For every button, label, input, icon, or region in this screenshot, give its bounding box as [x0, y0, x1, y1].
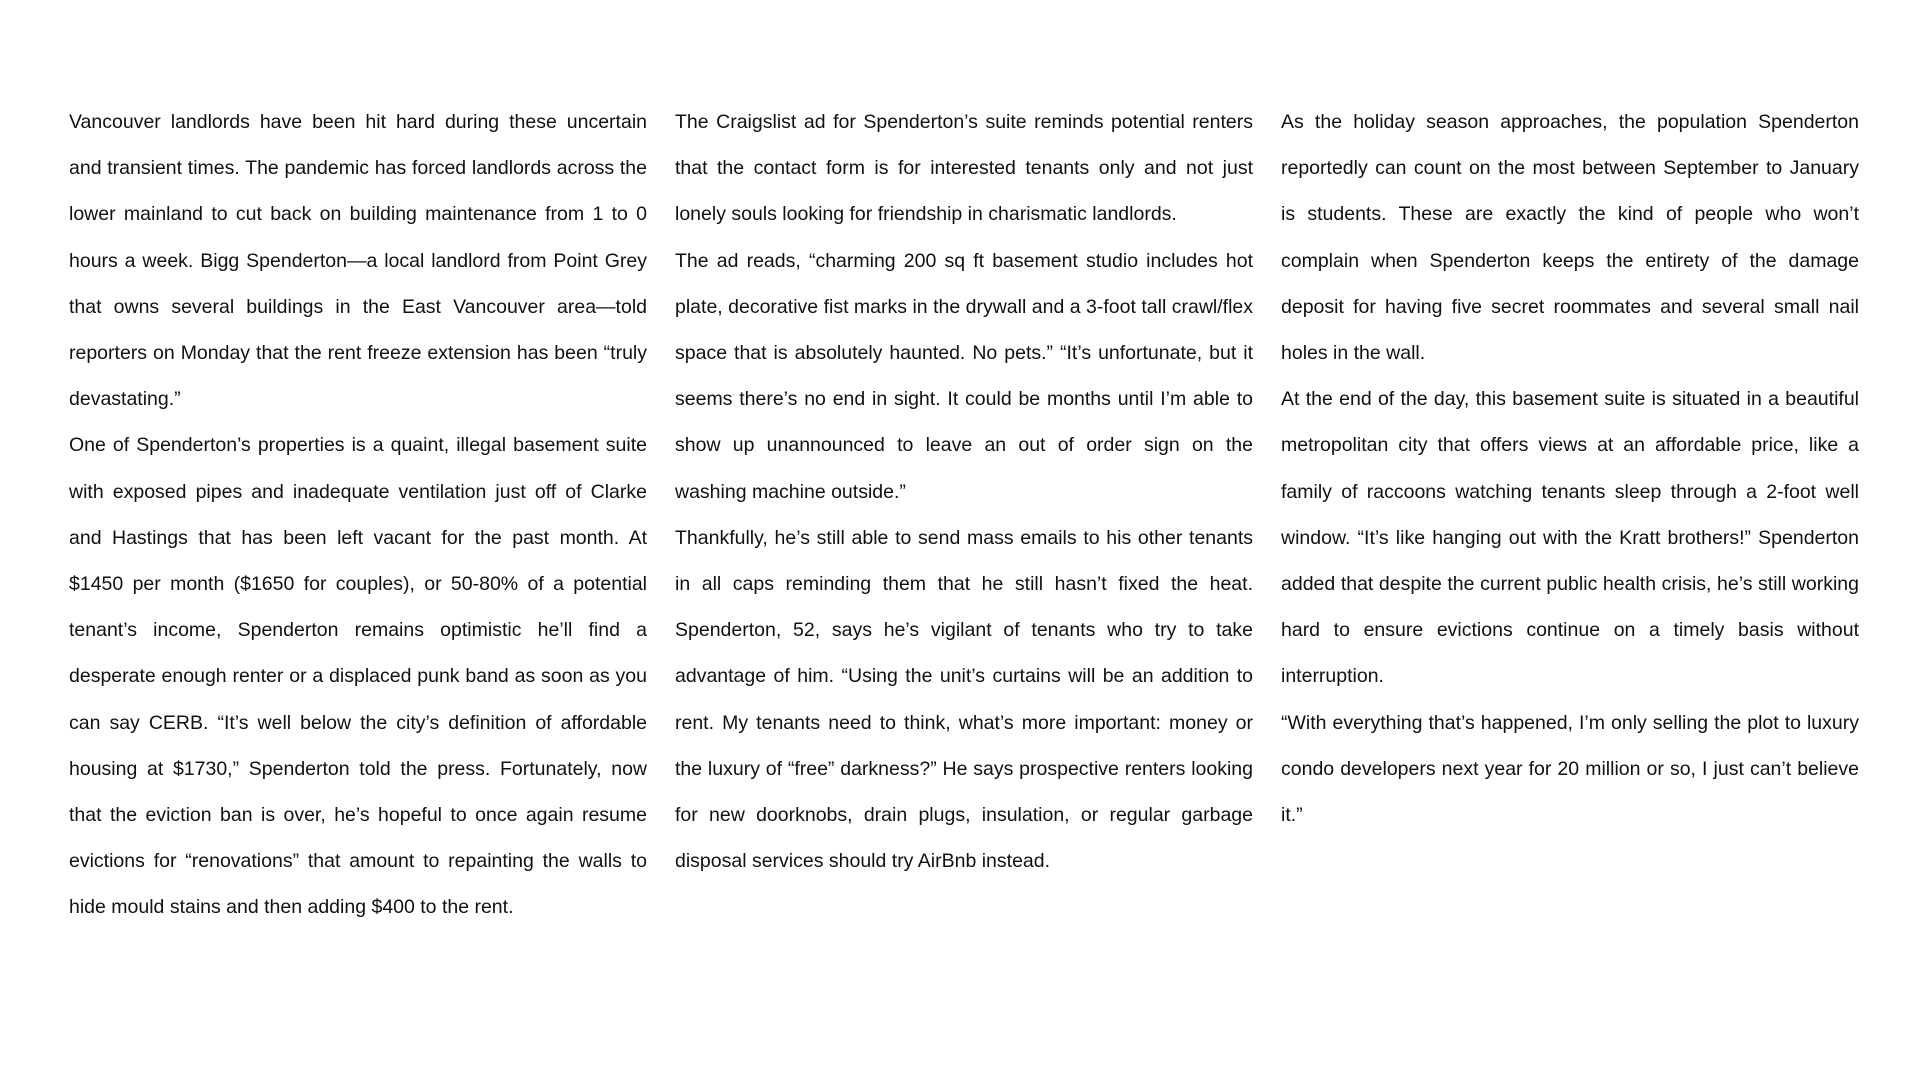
paragraph: “With everything that’s happened, I’m only selling the plot to luxury condo developers next year for 20 million or so, I just can’t believe it.”	[1281, 711, 1859, 827]
article-column-3	[1281, 99, 1859, 838]
paragraph: The ad reads, “charming 200 sq ft basement studio includes hot plate, decorative fist marks in the drywall and a 3-foot tall crawl/flex space that is absolutely haunted. No pets.” “It’s unfortunate, but it seems there’s no end in sight. It could be months until I’m able to show up unannounced to leave an out of order sign on the washing machine outside.”	[675, 249, 1253, 503]
paragraph: At the end of the day, this basement suite is situated in a beautiful metropolitan city that offers views at an affordable price, like a family of raccoons watching tenants sleep through a 2-foot well window. “It’s like hanging out with the Kratt brothers!” Spenderton added that despite the current public health crisis, he’s still working hard to ensure evictions continue on a timely basis without interruption.	[1281, 388, 1859, 688]
paragraph: One of Spenderton’s properties is a quaint, illegal basement suite with exposed pipes and inadequate ventilation just off of Clarke and Hastings that has been left vacant for the past month. At $1450 per month ($1650 for couples), or 50-80% of a potential tenant’s income, Spenderton remains optimistic he’ll find a desperate enough renter or a displaced punk band as soon as you can say CERB. “It’s well below the city’s definition of affordable housing at $1730,” Spenderton told the press. Fortunately, now that the eviction ban is over, he’s hopeful to once again resume evictions for “renovations” that amount to repainting the walls to hide mould stains and then adding $400 to the rent.	[69, 434, 647, 919]
paragraph: Vancouver landlords have been hit hard during these uncertain and transient times. The pandemic has forced landlords across the lower mainland to cut back on building maintenance from 1 to 0 hours a week. Bigg Spenderton—a local landlord from Point Grey that owns several buildings in the East Vancouver area—told reporters on Monday that the rent freeze extension has been “truly devastating.”	[69, 111, 647, 411]
paragraph: Thankfully, he’s still able to send mass emails to his other tenants in all caps reminding them that he still hasn’t fixed the heat. Spenderton, 52, says he’s vigilant of tenants who try to take advantage of him. “Using the unit’s curtains will be an addition to rent. My tenants need to think, what’s more important: money or the luxury of “free” darkness?” He says prospective renters looking for new doorknobs, drain plugs, insulation, or regular garbage disposal services should try AirBnb instead.	[675, 526, 1253, 873]
paragraph: The Craigslist ad for Spenderton’s suite reminds potential renters that the contact form is for interested tenants only and not just lonely souls looking for friendship in charismatic landlords.	[675, 111, 1253, 226]
article-column-1	[69, 99, 647, 931]
paragraph: As the holiday season approaches, the population Spenderton reportedly can count on the most between September to January is students. These are exactly the kind of people who won’t complain when Spenderton keeps the entirety of the damage deposit for having five secret roommates and several small nail holes in the wall.	[1281, 111, 1859, 365]
article-column-2	[675, 99, 1253, 884]
